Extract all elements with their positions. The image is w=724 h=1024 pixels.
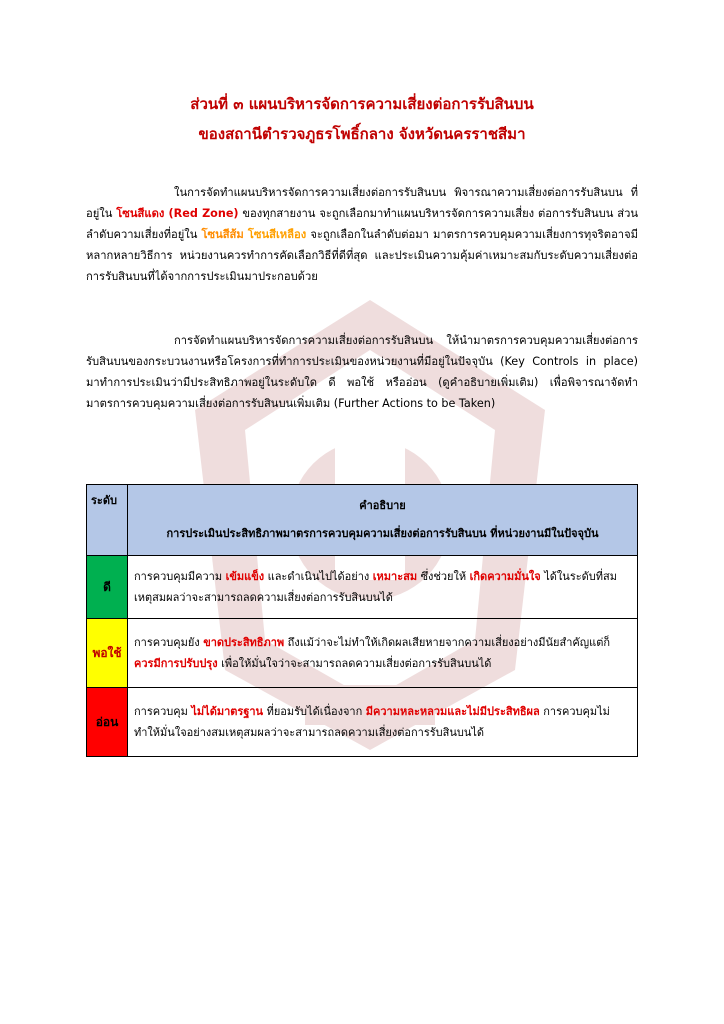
desc-text: เพื่อให้มั่นใจว่าจะสามารถลดความเสี่ยงต่อการรับสินบนได้ <box>217 657 492 670</box>
desc-text: ซึ่งช่วยให้ <box>417 570 470 583</box>
control-effectiveness-table <box>86 484 638 757</box>
yellow-zone-label: โซนสีเหลือง <box>247 228 307 241</box>
desc-text: ที่ยอมรับได้เนื่องจาก <box>263 705 366 718</box>
para1-text: ของทุกสายงาน จะถูกเลือกมาทำแผนบริหารจัดการความเสี่ยง ต่อการรับสินบน ส่วนลำดับความเสี่ยงที่อยู่ใน <box>86 207 639 241</box>
page-title-line1: ส่วนที่ ๓ แผนบริหารจัดการความเสี่ยงต่อการรับสินบน <box>190 95 534 113</box>
desc-text: การควบคุมมีความ <box>134 570 226 583</box>
header-desc-subtitle: การประเมินประสิทธิภาพมาตรการควบคุมความเสี่ยงต่อการรับสินบน ที่หน่วยงานมีในปัจจุบัน <box>166 527 599 540</box>
para1-text: จะถูกเลือกในลำดับต่อมา มาตรการควบคุมความเสี่ยงการทุจริตอาจมีหลากหลายวิธีการ หน่วยงานควรทำการคัดเลือกวิธีที่ดีที่สุด และประเมินความคุ้มค่าเหมาะสมกับระดับความเสี่ยงต่อการรับสินบนที่ได้จากการประเมินมาประกอบด้วย <box>86 228 639 283</box>
desc-keyword: ขาดประสิทธิภาพ <box>203 636 285 649</box>
level-good: ดี <box>87 556 128 619</box>
table-row <box>87 556 638 619</box>
desc-keyword: มีความหละหลวมและไม่มีประสิทธิผล <box>365 705 540 718</box>
level-poor: อ่อน <box>87 688 128 757</box>
desc-text: การควบคุมไม่ทำให้มั่นใจอย่างสมเหตุสมผลว่าจะสามารถลดความเสี่ยงต่อการรับสินบนได้ <box>134 705 610 739</box>
desc-text: การควบคุม <box>134 705 192 718</box>
controls-paragraph: การจัดทำแผนบริหารจัดการความเสี่ยงต่อการรับสินบน ให้นำมาตรการควบคุมความเสี่ยงต่อการรับสินบนของกระบวนงานหรือโครงการที่ทำการประเมินของหน่วยงานที่มีอยู่ในปัจจุบัน (Key Controls in place) มาทำการประเมินว่ามีประสิทธิภาพอยู่ในระดับใด ดี พอใช้ หรืออ่อน (ดูคำอธิบายเพิ่มเติม) เพื่อพิจารณาจัดทำมาตรการควบคุมความเสี่ยงต่อการรับสินบนเพิ่มเติม (Further Actions to be Taken) <box>86 334 638 410</box>
table-row <box>87 688 638 757</box>
level-description <box>128 619 638 688</box>
table-header-row <box>87 485 638 556</box>
desc-text: และดำเนินไปได้อย่าง <box>264 570 373 583</box>
desc-keyword: ควรมีการปรับปรุง <box>134 657 218 670</box>
header-desc-title: คำอธิบาย <box>359 499 406 512</box>
level-fair: พอใช้ <box>87 619 128 688</box>
level-description <box>128 688 638 757</box>
desc-text: ได้ในระดับที่สมเหตุสมผลว่าจะสามารถลดความเสี่ยงต่อการรับสินบนได้ <box>134 570 617 604</box>
intro-paragraph <box>86 182 638 287</box>
desc-keyword: เกิดความมั่นใจ <box>469 570 541 583</box>
desc-keyword: เหมาะสม <box>372 570 418 583</box>
table-row <box>87 619 638 688</box>
page-title-line2: ของสถานีตำรวจภูธรโพธิ์กลาง จังหวัดนครราชสีมา <box>198 125 526 143</box>
desc-text: การควบคุมยัง <box>134 636 204 649</box>
header-level: ระดับ <box>87 485 128 556</box>
level-description <box>128 556 638 619</box>
desc-keyword: ไม่ได้มาตรฐาน <box>191 705 264 718</box>
orange-zone-label: โซนสีส้ม <box>201 228 244 241</box>
desc-keyword: เข้มแข็ง <box>225 570 265 583</box>
desc-text: ถึงแม้ว่าจะไม่ทำให้เกิดผลเสียหายจากความเสี่ยงอย่างมีนัยสำคัญแต่ก็ <box>284 636 611 649</box>
header-description <box>128 485 638 556</box>
para1-text: ในการจัดทำแผนบริหารจัดการความเสี่ยงต่อการรับสินบน พิจารณาความเสี่ยงต่อการรับสินบน ที่อยู่ใน <box>86 186 638 220</box>
red-zone-label: โซนสีแดง (Red Zone) <box>116 207 239 220</box>
